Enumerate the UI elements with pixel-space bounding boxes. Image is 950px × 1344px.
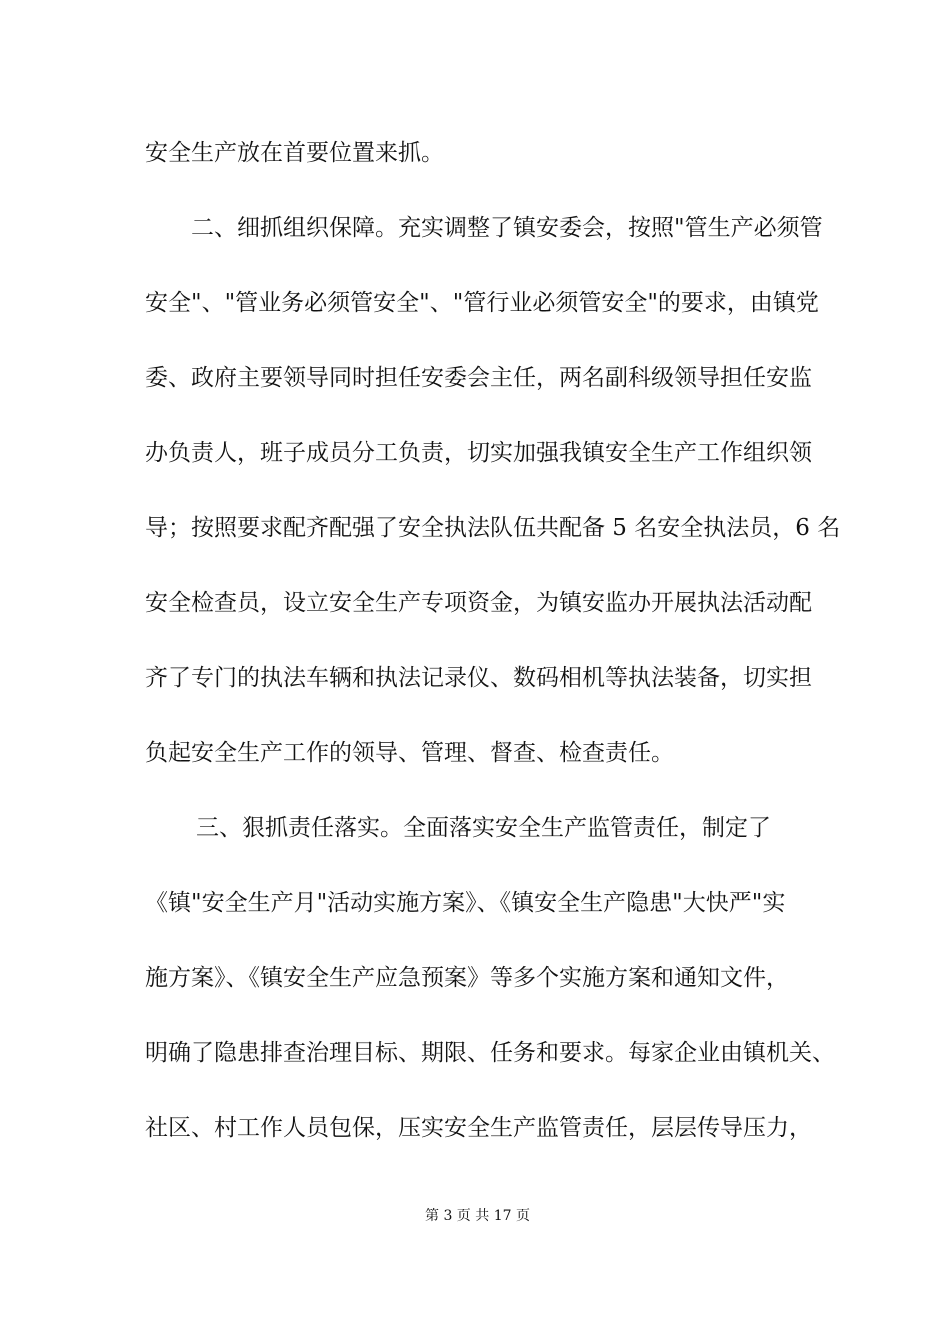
text-line: 导；按照要求配齐配强了安全执法队伍共配备 5 名安全执法员，6 名 xyxy=(145,515,841,541)
text-line: 安全"、"管业务必须管安全"、"管行业必须管安全"的要求，由镇党 xyxy=(145,290,819,316)
text-line: 负起安全生产工作的领导、管理、督查、检查责任。 xyxy=(145,740,674,766)
text-line: 安全检查员，设立安全生产专项资金，为镇安监办开展执法活动配 xyxy=(145,590,812,616)
text-line: 明确了隐患排查治理目标、期限、任务和要求。每家企业由镇机关、 xyxy=(145,1040,835,1066)
text-line: 社区、村工作人员包保，压实安全生产监管责任，层层传导压力， xyxy=(145,1115,812,1141)
text-line: 安全生产放在首要位置来抓。 xyxy=(145,140,444,166)
page-indicator: 第 3 页 共 17 页 xyxy=(425,1208,530,1224)
text-line: 办负责人，班子成员分工负责，切实加强我镇安全生产工作组织领 xyxy=(145,440,812,466)
text-line: 三、狠抓责任落实。全面落实安全生产监管责任，制定了 xyxy=(196,815,771,841)
text-line: 委、政府主要领导同时担任安委会主任，两名副科级领导担任安监 xyxy=(145,365,812,391)
text-line: 二、细抓组织保障。充实调整了镇安委会，按照"管生产必须管 xyxy=(191,215,823,241)
text-line: 齐了专门的执法车辆和执法记录仪、数码相机等执法装备，切实担 xyxy=(145,665,812,691)
text-line: 施方案》、《镇安全生产应急预案》等多个实施方案和通知文件， xyxy=(145,965,789,991)
text-line: 《镇"安全生产月"活动实施方案》、《镇安全生产隐患"大快严"实 xyxy=(145,890,786,916)
